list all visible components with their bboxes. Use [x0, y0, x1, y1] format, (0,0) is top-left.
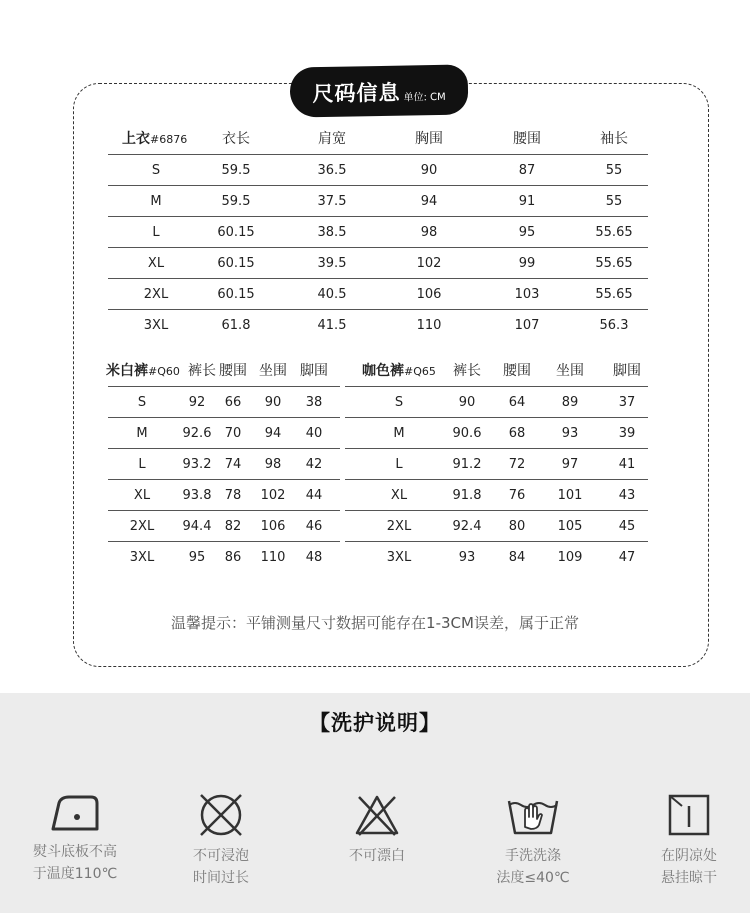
- pants_white-header-col: 裤长: [188, 363, 216, 379]
- pants_coffee-cell: 90: [458, 395, 476, 410]
- top_table-table-row: [108, 186, 648, 217]
- pants_coffee-cell: 43: [618, 488, 636, 503]
- care-hand-wash-line1: 手洗洗涤: [505, 848, 561, 864]
- pants_white-cell: 38: [305, 395, 323, 410]
- top_table-cell: 3XL: [143, 318, 169, 333]
- pants_white-cell: S: [137, 395, 147, 410]
- pants_white-cell: 78: [224, 488, 242, 503]
- pants_white-cell: 40: [305, 426, 323, 441]
- care-item-no-bleach: [317, 791, 437, 867]
- pants_coffee-cell: 92.4: [452, 519, 482, 534]
- pants_white-table-row: [108, 542, 340, 573]
- pants_coffee-cell: 64: [508, 395, 526, 410]
- iron-low-icon: [47, 791, 103, 835]
- pants_white-cell: 48: [305, 550, 323, 565]
- care-item-line-dry: [629, 791, 749, 889]
- line-dry-shade-icon: [665, 791, 713, 839]
- pants_white-cell: 42: [305, 457, 323, 472]
- top_table-cell: 94: [420, 194, 438, 209]
- pants_coffee-header-col: 腰围: [503, 363, 531, 379]
- pants_white-cell: 92.6: [182, 426, 212, 441]
- pants_coffee-cell: 47: [618, 550, 636, 565]
- care-iron-line2: 于温度110℃: [32, 866, 118, 882]
- pants_coffee-cell: 109: [557, 550, 583, 565]
- pants_white-cell: M: [136, 426, 148, 441]
- top_table-cell: 60.15: [217, 287, 255, 302]
- pants_coffee-header-title: 咖色裤: [362, 363, 404, 379]
- care-item-no-soak: [161, 791, 281, 889]
- pants_white-header-code: #Q60: [148, 365, 180, 378]
- pants_coffee-table-row: [345, 511, 648, 542]
- no-soak-icon: [197, 791, 245, 839]
- pants_white-header-col: 脚围: [300, 363, 328, 379]
- pants_coffee-cell: 80: [508, 519, 526, 534]
- top_table-cell: S: [151, 163, 161, 178]
- pants_white-cell: 110: [260, 550, 286, 565]
- pants_white-cell: 95: [188, 550, 206, 565]
- top_table-cell: 98: [420, 225, 438, 240]
- top_table-cell: 59.5: [221, 163, 251, 178]
- pants_white-cell: 106: [260, 519, 286, 534]
- top_table-cell: 95: [518, 225, 536, 240]
- pants_coffee-header-col: 裤长: [453, 363, 481, 379]
- pants_white-table-row: [108, 480, 340, 511]
- care-iron-line1: 熨斗底板不高: [33, 844, 117, 860]
- top_table-header-col: 肩宽: [318, 131, 346, 147]
- top_table-cell: 61.8: [221, 318, 251, 333]
- pants_white-header-col: 坐围: [259, 363, 287, 379]
- care-line-dry-line2: 悬挂晾干: [661, 870, 717, 886]
- top_table-cell: 41.5: [317, 318, 347, 333]
- pants_white-header-col: 腰围: [219, 363, 247, 379]
- care-no-bleach-line1: 不可漂白: [349, 848, 405, 864]
- pants_coffee-table-row: [345, 480, 648, 511]
- pants_white-cell: 94.4: [182, 519, 212, 534]
- pants_coffee-cell: XL: [390, 488, 408, 503]
- care-hand-wash-line2: 法度≤40℃: [496, 870, 570, 886]
- top_table-cell: 90: [420, 163, 438, 178]
- pants_white-cell: 70: [224, 426, 242, 441]
- pants_white-cell: 3XL: [129, 550, 155, 565]
- pants_white-cell: 94: [264, 426, 282, 441]
- pants_coffee-cell: 93: [561, 426, 579, 441]
- top_table-table-row: [108, 279, 648, 310]
- pants_white-cell: 98: [264, 457, 282, 472]
- top_table-cell: 40.5: [317, 287, 347, 302]
- pants_coffee-cell: 93: [458, 550, 476, 565]
- top_table-cell: XL: [147, 256, 165, 271]
- pants_white-cell: XL: [133, 488, 151, 503]
- top_table-cell: 99: [518, 256, 536, 271]
- top_table-cell: 103: [514, 287, 540, 302]
- pants_coffee-cell: 3XL: [386, 550, 412, 565]
- size-info-unit: 单位: CM: [403, 91, 446, 104]
- top_table-header-title: 上衣: [122, 131, 150, 147]
- top_table-cell: 110: [416, 318, 442, 333]
- pants_coffee-table-row: [345, 542, 648, 573]
- care-title: 【洗护说明】: [309, 711, 441, 735]
- pants_coffee-cell: 89: [561, 395, 579, 410]
- pants_white-header-name: [106, 356, 180, 387]
- pants_white-cell: 86: [224, 550, 242, 565]
- pants_coffee-cell: 97: [561, 457, 579, 472]
- top_table-cell: 56.3: [599, 318, 629, 333]
- care-line-dry-line1: 在阴凉处: [661, 848, 717, 864]
- top_table-header-row: [108, 124, 648, 155]
- top_table-cell: 55.65: [595, 287, 633, 302]
- pants_coffee-cell: 68: [508, 426, 526, 441]
- top_table-cell: 55: [605, 163, 623, 178]
- pants_coffee-cell: 41: [618, 457, 636, 472]
- pants_white-cell: 66: [224, 395, 242, 410]
- top_table-cell: 37.5: [317, 194, 347, 209]
- pants_coffee-header-code: #Q65: [404, 365, 436, 378]
- pants_white-cell: 90: [264, 395, 282, 410]
- pants_coffee-cell: 76: [508, 488, 526, 503]
- hand-wash-icon: [505, 791, 561, 839]
- care-item-hand-wash: [473, 791, 593, 889]
- pants_coffee-header-name: [362, 356, 436, 387]
- top_table-header-code: #6876: [150, 133, 188, 146]
- care-item-iron: [15, 791, 135, 885]
- pants_white-cell: 82: [224, 519, 242, 534]
- pants_white-cell: 102: [260, 488, 286, 503]
- pants_white-cell: 2XL: [129, 519, 155, 534]
- pants_coffee-table-row: [345, 449, 648, 480]
- pants_coffee-table-row: [345, 387, 648, 418]
- pants_white-table-row: [108, 449, 340, 480]
- top_table-table-row: [108, 248, 648, 279]
- top_table-cell: 55: [605, 194, 623, 209]
- top_table-table-row: [108, 155, 648, 186]
- pants_coffee-header-row: [345, 356, 648, 387]
- pants_coffee-cell: 91.2: [452, 457, 482, 472]
- top_table-header-name: [122, 124, 187, 155]
- top_table-header-col: 衣长: [222, 131, 250, 147]
- no-bleach-icon: [353, 791, 401, 839]
- pants_coffee-cell: L: [395, 457, 403, 472]
- pants_coffee-cell: 101: [557, 488, 583, 503]
- top_table-cell: 60.15: [217, 256, 255, 271]
- size-info-title: 尺码信息: [312, 80, 401, 107]
- pants_coffee-cell: 37: [618, 395, 636, 410]
- pants_white-table-row: [108, 511, 340, 542]
- care-no-soak-line1: 不可浸泡: [193, 848, 249, 864]
- pants_coffee-cell: 84: [508, 550, 526, 565]
- care-section: [0, 693, 750, 913]
- measurement-tip: 温馨提示：平铺测量尺寸数据可能存在1-3CM误差，属于正常: [171, 614, 579, 632]
- pants_coffee-cell: 90.6: [452, 426, 482, 441]
- pants_white-table-row: [108, 418, 340, 449]
- top_table-table-row: [108, 217, 648, 248]
- pants_coffee-cell: 2XL: [386, 519, 412, 534]
- top_table-header-col: 胸围: [415, 131, 443, 147]
- top_table-cell: 60.15: [217, 225, 255, 240]
- pants_coffee-cell: 45: [618, 519, 636, 534]
- top_table-cell: 55.65: [595, 256, 633, 271]
- pants_coffee-header-col: 脚围: [613, 363, 641, 379]
- top_table-header-col: 袖长: [600, 131, 628, 147]
- top_table-header-col: 腰围: [513, 131, 541, 147]
- top_table-cell: 59.5: [221, 194, 251, 209]
- top_table-cell: L: [152, 225, 160, 240]
- pants_white-cell: 93.8: [182, 488, 212, 503]
- pants_white-cell: 74: [224, 457, 242, 472]
- top_table-cell: 2XL: [143, 287, 169, 302]
- top_table-cell: 102: [416, 256, 442, 271]
- pants_coffee-cell: 105: [557, 519, 583, 534]
- pants_coffee-cell: 91.8: [452, 488, 482, 503]
- top_table-cell: 107: [514, 318, 540, 333]
- top_table-cell: 91: [518, 194, 536, 209]
- top_table-table-row: [108, 310, 648, 341]
- pants_white-table-row: [108, 387, 340, 418]
- pants_white-cell: 46: [305, 519, 323, 534]
- pants_coffee-cell: 72: [508, 457, 526, 472]
- pants_white-cell: 93.2: [182, 457, 212, 472]
- pants_coffee-header-col: 坐围: [556, 363, 584, 379]
- top_table-cell: M: [150, 194, 162, 209]
- top_table-cell: 39.5: [317, 256, 347, 271]
- size-info-title-badge: [290, 64, 469, 117]
- pants_white-header-title: 米白裤: [106, 363, 148, 379]
- pants_coffee-cell: 39: [618, 426, 636, 441]
- care-no-soak-line2: 时间过长: [193, 870, 249, 886]
- top_table-cell: 106: [416, 287, 442, 302]
- pants_coffee-cell: S: [394, 395, 404, 410]
- top_table-cell: 87: [518, 163, 536, 178]
- pants_white-cell: 92: [188, 395, 206, 410]
- top_table-cell: 36.5: [317, 163, 347, 178]
- pants_white-cell: L: [138, 457, 146, 472]
- top_table-cell: 55.65: [595, 225, 633, 240]
- pants_coffee-table-row: [345, 418, 648, 449]
- top_table-cell: 38.5: [317, 225, 347, 240]
- pants_white-cell: 44: [305, 488, 323, 503]
- pants_coffee-cell: M: [393, 426, 405, 441]
- pants_white-header-row: [108, 356, 340, 387]
